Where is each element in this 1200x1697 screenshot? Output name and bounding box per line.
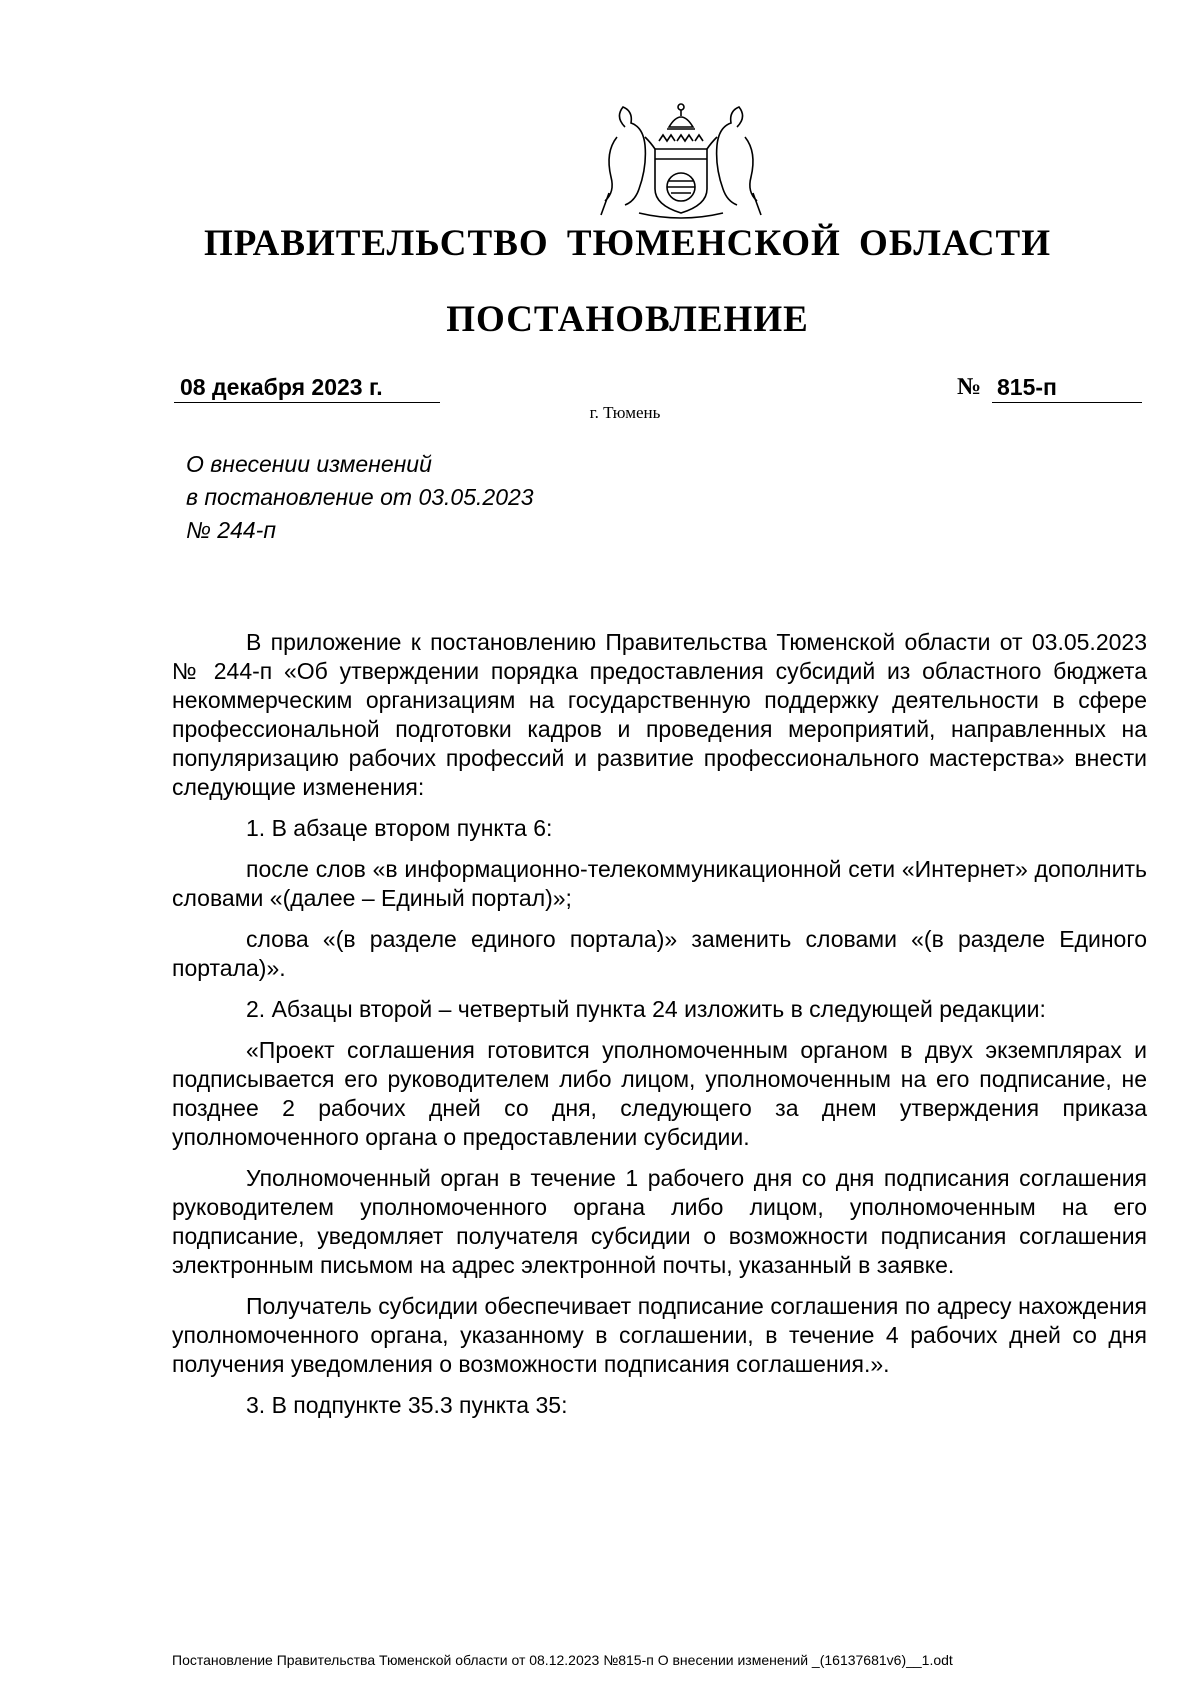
subject-line: О внесении изменений — [186, 451, 432, 477]
subject-line: № 244-п — [186, 517, 276, 543]
document-type-title: ПОСТАНОВЛЕНИЕ — [446, 299, 809, 340]
body-paragraph: Уполномоченный орган в течение 1 рабочего дня со дня подписания соглашения руководителем уполномоченного органа либо лицом, уполномоченным на его подписание, уведомляет получателя субсидии о возможности подписания соглашения электронным письмом на адрес электронной почты, указанный в заявке. — [172, 1165, 1147, 1278]
body-paragraph: Получатель субсидии обеспечивает подписание соглашения по адресу нахождения уполномоченного органа, указанному в соглашении, в течение 4 рабочих дней со дня получения уведомления о возможности подписания соглашения.». — [172, 1293, 1147, 1377]
body-paragraph: слова «(в разделе единого портала)» заменить словами «(в разделе Единого портала)». — [172, 926, 1147, 981]
footer-filename: Постановление Правительства Тюменской области от 08.12.2023 №815-п О внесении изменений _(16137681v6)__1.odt — [172, 1652, 953, 1668]
coat-of-arms-icon — [595, 97, 767, 221]
body-paragraph: 3. В подпункте 35.3 пункта 35: — [246, 1392, 568, 1418]
subject-line: в постановление от 03.05.2023 — [186, 484, 534, 510]
city-label: г. Тюмень — [589, 403, 661, 422]
body-paragraph: «Проект соглашения готовится уполномоченным органом в двух экземплярах и подписывается его руководителем либо лицом, уполномоченным на его подписание, не позднее 2 рабочих дней со дня, следующего за днем утверждения приказа уполномоченного органа о предоставлении субсидии. — [172, 1037, 1147, 1150]
body-paragraph: В приложение к постановлению Правительства Тюменской области от 03.05.2023 № 244-п «Об утверждении порядка предоставления субсидий из областного бюджета некоммерческим организациям на государственную поддержку деятельности в сфере профессиональной подготовки кадров и проведения мероприятий, направленных на популяризацию рабочих профессий и развитие профессионального мастерства» внести следующие изменения: — [172, 629, 1147, 800]
number-sign: № — [957, 374, 982, 400]
body-paragraph: 1. В абзаце втором пункта 6: — [246, 815, 553, 841]
body-paragraph: после слов «в информационно-телекоммуникационной сети «Интернет» дополнить словами «(далее – Единый портал)»; — [172, 856, 1147, 911]
document-body — [172, 628, 1147, 1432]
body-paragraph: 2. Абзацы второй – четвертый пункта 24 изложить в следующей редакции: — [246, 996, 1046, 1022]
organization-title: ПРАВИТЕЛЬСТВО ТЮМЕНСКОЙ ОБЛАСТИ — [203, 223, 1052, 264]
document-subject — [186, 448, 534, 547]
document-date: 08 декабря 2023 г. — [174, 372, 440, 403]
document-number: 815-п — [992, 372, 1142, 403]
